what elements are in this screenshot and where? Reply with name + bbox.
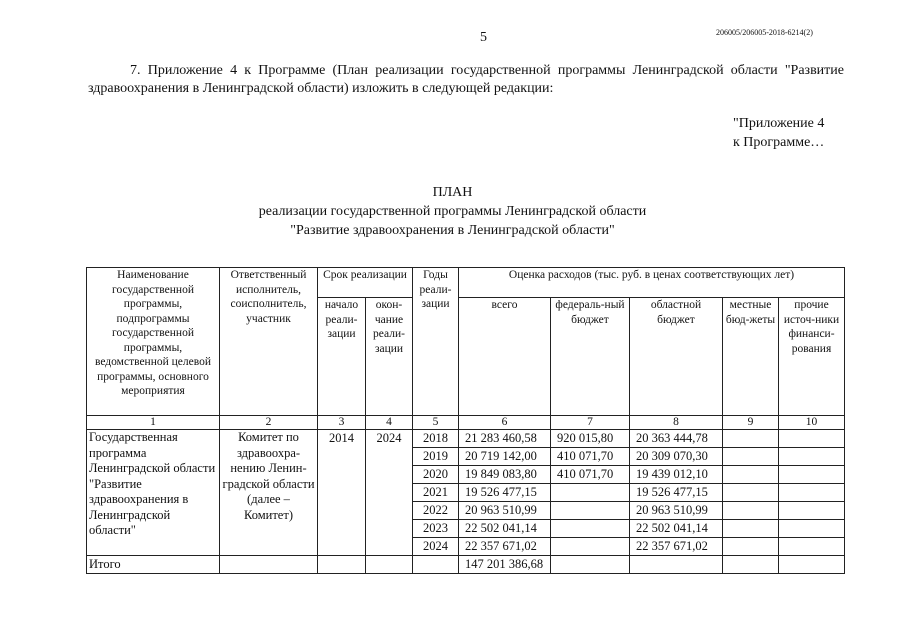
responsible-cell: Комитет по здравоохра-нению Ленин-градской области (далее – Комитет) (220, 430, 318, 556)
table-row (87, 430, 845, 448)
local-cell (723, 448, 779, 466)
total-label-cell: Итого (87, 556, 220, 574)
year-cell: 2021 (413, 484, 459, 502)
title-line-1: ПЛАН (432, 185, 473, 200)
regional-cell: 20 963 510,99 (630, 502, 723, 520)
header-costs: Оценка расходов (тыс. руб. в ценах соответствующих лет) (459, 268, 845, 298)
empty-cell (723, 556, 779, 574)
total-cell: 20 719 142,00 (459, 448, 551, 466)
column-number: 8 (630, 416, 723, 430)
empty-cell (413, 556, 459, 574)
total-cell: 19 849 083,80 (459, 466, 551, 484)
federal-cell: 410 071,70 (551, 466, 630, 484)
header-responsible: Ответственный исполнитель, соисполнитель, участник (220, 268, 318, 416)
regional-cell: 22 357 671,02 (630, 538, 723, 556)
total-cell: 20 963 510,99 (459, 502, 551, 520)
empty-cell (779, 556, 845, 574)
title-line-3: "Развитие здравоохранения в Ленинградской области" (290, 223, 615, 238)
title-line-2: реализации государственной программы Ленинградской области (258, 204, 647, 219)
empty-cell (630, 556, 723, 574)
document-id: 206005/206005-2018-6214(2) (716, 28, 813, 37)
header-regional: областной бюджет (630, 298, 723, 416)
regional-cell: 20 363 444,78 (630, 430, 723, 448)
plan-table (86, 267, 845, 574)
column-number: 10 (779, 416, 845, 430)
federal-cell (551, 520, 630, 538)
amendment-paragraph: 7. Приложение 4 к Программе (План реализации государственной программы Ленинградской области "Развитие здравоохранения в Ленинградской области) изложить в следующей редакции: (88, 63, 844, 96)
column-number: 9 (723, 416, 779, 430)
header-years: Годы реали-зации (413, 268, 459, 416)
year-cell: 2020 (413, 466, 459, 484)
plan-title (0, 183, 905, 240)
header-local: местные бюд-жеты (723, 298, 779, 416)
federal-cell (551, 484, 630, 502)
column-number: 1 (87, 416, 220, 430)
column-number: 6 (459, 416, 551, 430)
appendix-reference (733, 114, 824, 152)
grand-total-cell: 147 201 386,68 (459, 556, 551, 574)
column-number: 2 (220, 416, 318, 430)
page-number: 5 (480, 30, 487, 45)
column-number-row (87, 416, 845, 430)
column-number: 4 (366, 416, 413, 430)
header-start: начало реали-зации (318, 298, 366, 416)
appendix-line-1: "Приложение 4 (733, 116, 825, 131)
empty-cell (318, 556, 366, 574)
empty-cell (551, 556, 630, 574)
federal-cell: 410 071,70 (551, 448, 630, 466)
year-cell: 2024 (413, 538, 459, 556)
local-cell (723, 430, 779, 448)
local-cell (723, 520, 779, 538)
header-name: Наименование государственной программы, подпрограммы государственной программы, ведомственной целевой программы, основного мероприятия (87, 268, 220, 416)
federal-cell: 920 015,80 (551, 430, 630, 448)
year-cell: 2019 (413, 448, 459, 466)
start-year-cell: 2014 (318, 430, 366, 556)
total-cell: 21 283 460,58 (459, 430, 551, 448)
other-cell (779, 430, 845, 448)
local-cell (723, 466, 779, 484)
other-cell (779, 520, 845, 538)
total-cell: 19 526 477,15 (459, 484, 551, 502)
regional-cell: 19 439 012,10 (630, 466, 723, 484)
header-federal: федераль-ный бюджет (551, 298, 630, 416)
federal-cell (551, 538, 630, 556)
federal-cell (551, 502, 630, 520)
year-cell: 2018 (413, 430, 459, 448)
program-name-cell: Государственная программа Ленинградской области "Развитие здравоохранения в Ленинградской области" (87, 430, 220, 556)
column-number: 3 (318, 416, 366, 430)
year-cell: 2022 (413, 502, 459, 520)
header-end: окон-чание реали-зации (366, 298, 413, 416)
regional-cell: 20 309 070,30 (630, 448, 723, 466)
header-period: Срок реализации (318, 268, 413, 298)
header-total: всего (459, 298, 551, 416)
local-cell (723, 538, 779, 556)
regional-cell: 22 502 041,14 (630, 520, 723, 538)
local-cell (723, 484, 779, 502)
empty-cell (220, 556, 318, 574)
other-cell (779, 502, 845, 520)
other-cell (779, 448, 845, 466)
total-row (87, 556, 845, 574)
other-cell (779, 466, 845, 484)
other-cell (779, 484, 845, 502)
total-cell: 22 357 671,02 (459, 538, 551, 556)
header-other: прочие источ-ники финанси-рования (779, 298, 845, 416)
year-cell: 2023 (413, 520, 459, 538)
appendix-line-2: к Программе… (733, 135, 825, 150)
other-cell (779, 538, 845, 556)
regional-cell: 19 526 477,15 (630, 484, 723, 502)
column-number: 7 (551, 416, 630, 430)
local-cell (723, 502, 779, 520)
end-year-cell: 2024 (366, 430, 413, 556)
empty-cell (366, 556, 413, 574)
total-cell: 22 502 041,14 (459, 520, 551, 538)
column-number: 5 (413, 416, 459, 430)
